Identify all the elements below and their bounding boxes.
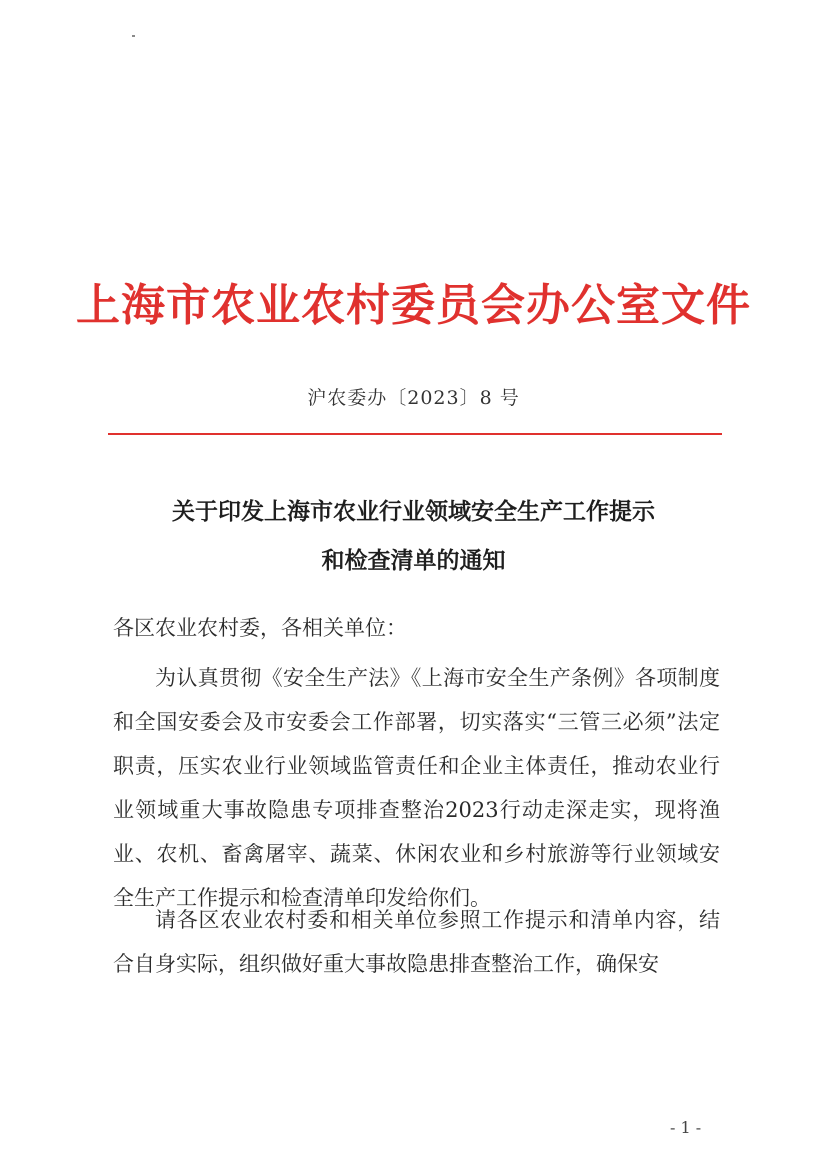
page-number: - 1 - <box>670 1118 702 1137</box>
notice-title-line-1: 关于印发上海市农业行业领域安全生产工作提示 <box>172 498 655 525</box>
body-paragraph-2: 请各区农业农村委和相关单位参照工作提示和清单内容，结合自身实际，组织做好重大事故隐患排查整治工作，确保安 <box>113 908 720 976</box>
notice-title-line-2: 和检查清单的通知 <box>321 547 506 574</box>
issuer-header: 上海市农业农村委员会办公室文件 <box>76 280 751 331</box>
body-paragraph-1: 为认真贯彻《安全生产法》《上海市安全生产条例》各项制度和全国安委会及市安委会工作部署，切实落实“三管三必须”法定职责，压实农业行业领域监管责任和企业主体责任，推动农业行业领域重大事故隐患专项排查整治2023行动走深走实，现将渔业、农机、畜禽屠宰、蔬菜、休闲农业和乡村旅游等行业领域安全生产工作提示和检查清单印发给你们。 <box>113 666 720 910</box>
document-number: 沪农委办〔2023〕8 号 <box>307 387 520 409</box>
scan-mark <box>132 35 135 37</box>
red-separator-line <box>108 433 722 435</box>
salutation: 各区农业农村委，各相关单位： <box>113 616 407 640</box>
